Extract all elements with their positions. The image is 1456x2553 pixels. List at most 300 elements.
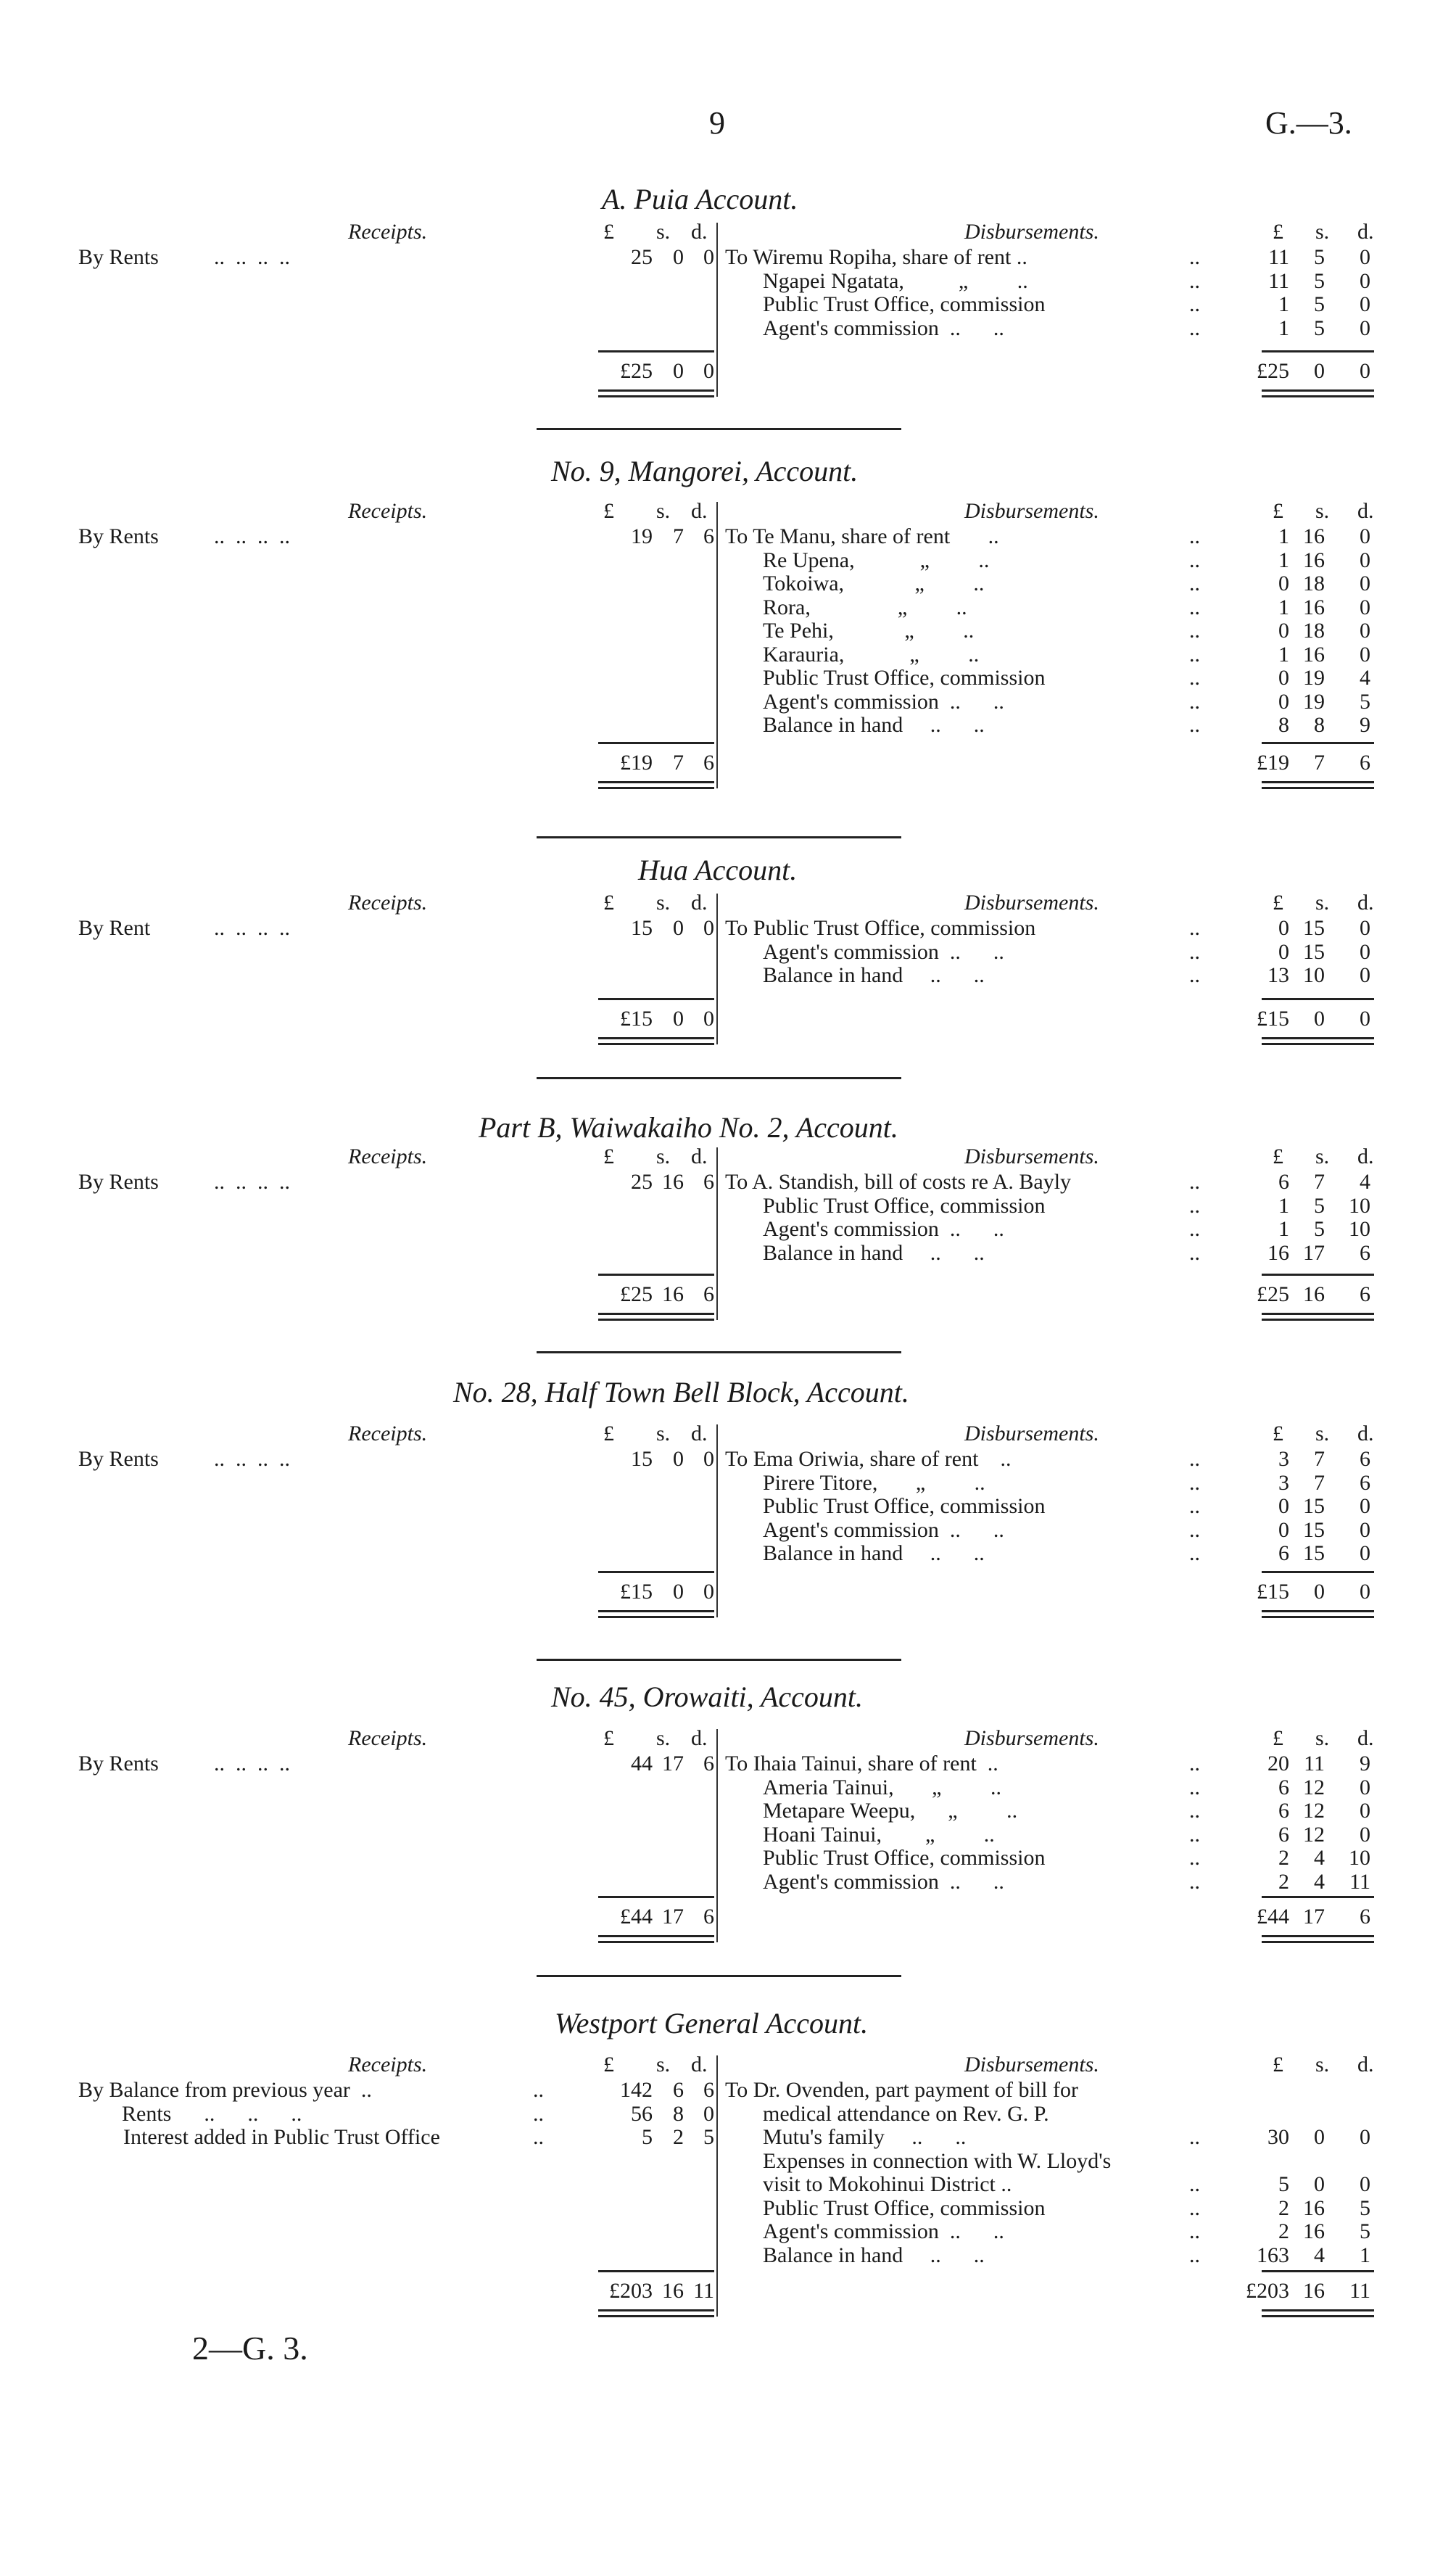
series-code: G.—3.: [1265, 105, 1352, 141]
disbursement-pounds: 5: [1278, 2172, 1289, 2196]
receipts-total-pence: 0: [703, 1007, 714, 1031]
disbursement-pence: 0: [1360, 619, 1370, 643]
section-divider-rule: [537, 428, 901, 430]
receipts-subtotal-rule: [598, 2270, 714, 2272]
receipts-total-pence: 11: [693, 2279, 714, 2303]
pound-header: £: [603, 1726, 614, 1750]
disbursement-entry-text: Re Upena, „ ..: [763, 548, 990, 572]
disbursement-shillings: 12: [1303, 1822, 1325, 1847]
footer-signature: 2—G. 3.: [192, 2330, 308, 2367]
account-title: No. 45, Orowaiti, Account.: [551, 1680, 863, 1713]
disbursements-total-shillings: 0: [1314, 359, 1325, 383]
disbursement-entry-text: Agent's commission .. ..: [763, 1517, 1004, 1542]
disbursement-entry-text: Metapare Weepu, „ ..: [763, 1799, 1018, 1823]
disbursement-pence: 0: [1360, 1822, 1370, 1847]
shilling-header: s.: [1315, 499, 1330, 523]
disbursement-leader: ..: [1189, 1470, 1200, 1495]
disbursement-leader: ..: [1189, 245, 1200, 269]
account-title: Hua Account.: [638, 854, 798, 886]
disbursement-pence: 0: [1360, 2125, 1370, 2149]
disbursement-pounds: 6: [1278, 1775, 1289, 1799]
receipt-leader: .. .. .. ..: [203, 1752, 290, 1775]
disbursement-leader: ..: [1189, 292, 1200, 316]
disbursement-pounds: 0: [1278, 619, 1289, 643]
disbursements-total-shillings: 16: [1303, 2279, 1325, 2303]
disbursement-pounds: 0: [1278, 572, 1289, 595]
receipts-label: Receipts.: [348, 499, 428, 523]
disbursement-pounds: 8: [1278, 713, 1289, 737]
disbursement-entry-text: Agent's commission .. ..: [763, 1217, 1004, 1241]
disbursements-total-pounds: £25: [1257, 359, 1289, 383]
disbursements-subtotal-rule: [1262, 2270, 1374, 2272]
disbursement-leader: ..: [1189, 2172, 1200, 2196]
disbursement-leader: ..: [1189, 572, 1200, 595]
receipts-total-pence: 0: [703, 359, 714, 383]
disbursement-leader: ..: [1189, 713, 1200, 737]
receipts-total-double-rule: [598, 1037, 714, 1045]
shilling-header: s.: [656, 1144, 671, 1168]
disbursement-pounds: 0: [1278, 689, 1289, 714]
pence-header: d.: [691, 220, 708, 244]
disbursements-total-double-rule: [1262, 389, 1374, 397]
disbursement-pounds: 6: [1278, 1822, 1289, 1847]
receipts-total-pounds: £44: [620, 1905, 653, 1929]
receipt-pence: 6: [703, 2078, 714, 2102]
receipt-shillings: 17: [662, 1752, 684, 1775]
disbursement-shillings: 10: [1303, 963, 1325, 987]
pound-header: £: [1273, 2053, 1283, 2076]
disbursements-total-double-rule: [1262, 781, 1374, 789]
disbursement-shillings: 16: [1303, 595, 1325, 619]
disbursement-shillings: 16: [1303, 2219, 1325, 2243]
receipt-pence: 6: [703, 1752, 714, 1775]
receipt-shillings: 0: [673, 245, 684, 269]
disbursement-pounds: 13: [1267, 963, 1289, 987]
disbursement-leader: ..: [1189, 524, 1200, 548]
disbursements-total-pence: 6: [1360, 751, 1370, 775]
disbursement-pence: 1: [1360, 2243, 1370, 2267]
disbursements-label: Disbursements.: [964, 1144, 1099, 1168]
disbursement-pounds: 1: [1278, 524, 1289, 548]
disbursements-label: Disbursements.: [964, 1422, 1099, 1445]
receipts-total-double-rule: [598, 781, 714, 789]
disbursements-total-pounds: £25: [1257, 1282, 1289, 1306]
disbursement-shillings: 19: [1303, 689, 1325, 714]
receipt-pence: 0: [703, 245, 714, 269]
receipts-total-shillings: 7: [673, 751, 684, 775]
receipt-pounds: 142: [620, 2078, 653, 2102]
disbursements-total-double-rule: [1262, 2309, 1374, 2317]
receipts-total-double-rule: [598, 2309, 714, 2317]
receipts-total-pence: 0: [703, 1580, 714, 1604]
disbursement-shillings: 5: [1314, 292, 1325, 316]
disbursement-entry-text: Public Trust Office, commission: [763, 666, 1046, 690]
disbursement-leader: ..: [1189, 1869, 1200, 1894]
disbursement-pence: 0: [1360, 572, 1370, 595]
disbursement-pence: 10: [1349, 1217, 1370, 1241]
disbursements-subtotal-rule: [1262, 998, 1374, 1000]
disbursement-leader: ..: [1189, 2219, 1200, 2243]
disbursements-total-pounds: £19: [1257, 751, 1289, 775]
pence-header: d.: [1357, 1726, 1374, 1750]
disbursement-pence: 5: [1360, 689, 1370, 714]
disbursement-entry-text: Balance in hand .. ..: [763, 2243, 985, 2267]
receipt-shillings: 16: [662, 1170, 684, 1194]
pound-header: £: [603, 891, 614, 915]
disbursement-leader: ..: [1189, 689, 1200, 714]
disbursement-pounds: 11: [1268, 245, 1289, 269]
disbursement-shillings: 15: [1303, 939, 1325, 964]
column-separator: [716, 894, 718, 1044]
disbursement-leader: ..: [1189, 548, 1200, 572]
disbursements-total-double-rule: [1262, 1610, 1374, 1618]
disbursement-leader: ..: [1189, 1775, 1200, 1799]
disbursement-pence: 11: [1349, 1869, 1370, 1894]
disbursements-total-pence: 0: [1360, 359, 1370, 383]
receipt-pence: 0: [703, 2101, 714, 2126]
pence-header: d.: [691, 891, 708, 915]
disbursement-shillings: 5: [1314, 245, 1325, 269]
disbursements-label: Disbursements.: [964, 891, 1099, 915]
disbursement-shillings: 5: [1314, 1193, 1325, 1218]
disbursements-total-double-rule: [1262, 1935, 1374, 1943]
shilling-header: s.: [1315, 1422, 1330, 1445]
disbursement-shillings: 8: [1314, 713, 1325, 737]
receipt-entry-text: Rents .. .. ..: [122, 2101, 302, 2126]
disbursement-entry-text: To Dr. Ovenden, part payment of bill for: [725, 2078, 1078, 2102]
disbursement-entry-text: Tokoiwa, „ ..: [763, 572, 985, 595]
disbursement-pence: 0: [1360, 595, 1370, 619]
disbursements-subtotal-rule: [1262, 1274, 1374, 1276]
disbursement-pence: 0: [1360, 292, 1370, 316]
disbursement-pounds: 6: [1278, 1541, 1289, 1565]
disbursement-pence: 0: [1360, 2172, 1370, 2196]
disbursement-pounds: 6: [1278, 1799, 1289, 1823]
disbursements-label: Disbursements.: [964, 220, 1099, 244]
receipts-label: Receipts.: [348, 220, 428, 244]
receipt-entry-text: By Rents: [78, 245, 159, 269]
disbursement-entry-text: To Wiremu Ropiha, share of rent ..: [725, 245, 1027, 269]
disbursement-shillings: 15: [1303, 1517, 1325, 1542]
section-divider-rule: [537, 1351, 901, 1353]
receipts-total-shillings: 0: [673, 1580, 684, 1604]
disbursement-pounds: 30: [1267, 2125, 1289, 2149]
receipts-total-pence: 6: [703, 1282, 714, 1306]
disbursement-pounds: 11: [1268, 268, 1289, 293]
disbursements-total-pounds: £44: [1257, 1905, 1289, 1929]
receipt-shillings: 2: [673, 2125, 684, 2149]
disbursement-pounds: 2: [1278, 2219, 1289, 2243]
disbursement-shillings: 12: [1303, 1799, 1325, 1823]
receipt-entry-text: By Rents: [78, 1752, 159, 1775]
disbursement-shillings: 5: [1314, 268, 1325, 293]
receipts-subtotal-rule: [598, 1571, 714, 1573]
disbursement-shillings: 7: [1314, 1447, 1325, 1471]
disbursement-entry-text: Public Trust Office, commission: [763, 1494, 1046, 1518]
disbursements-subtotal-rule: [1262, 742, 1374, 744]
disbursements-total-shillings: 7: [1314, 751, 1325, 775]
receipts-subtotal-rule: [598, 742, 714, 744]
disbursement-leader: ..: [1189, 642, 1200, 667]
disbursements-total-pence: 6: [1360, 1905, 1370, 1929]
disbursement-pounds: 3: [1278, 1470, 1289, 1495]
account-title: A. Puia Account.: [602, 183, 798, 215]
disbursement-pence: 9: [1360, 713, 1370, 737]
pound-header: £: [1273, 1422, 1283, 1445]
disbursement-shillings: 15: [1303, 1541, 1325, 1565]
disbursements-total-double-rule: [1262, 1037, 1374, 1045]
disbursements-total-pence: 0: [1360, 1580, 1370, 1604]
receipt-shillings: 0: [673, 916, 684, 940]
disbursement-pence: 10: [1349, 1846, 1370, 1870]
disbursement-entry-text: Public Trust Office, commission: [763, 1846, 1046, 1870]
section-divider-rule: [537, 1975, 901, 1977]
disbursement-pounds: 1: [1278, 595, 1289, 619]
account-title: No. 9, Mangorei, Account.: [551, 455, 859, 487]
disbursement-shillings: 18: [1303, 572, 1325, 595]
disbursements-total-pence: 11: [1349, 2279, 1370, 2303]
receipts-total-pounds: £19: [620, 751, 653, 775]
disbursement-pence: 0: [1360, 642, 1370, 667]
receipt-leader: ..: [533, 2101, 544, 2126]
disbursement-leader: ..: [1189, 1494, 1200, 1518]
receipts-subtotal-rule: [598, 1896, 714, 1898]
disbursement-pounds: 16: [1267, 1240, 1289, 1265]
disbursement-leader: ..: [1189, 1846, 1200, 1870]
receipts-total-double-rule: [598, 1935, 714, 1943]
pence-header: d.: [691, 1422, 708, 1445]
disbursement-shillings: 15: [1303, 916, 1325, 940]
disbursement-shillings: 4: [1314, 1869, 1325, 1894]
receipt-leader: .. .. .. ..: [203, 1447, 290, 1471]
receipts-total-pence: 6: [703, 1905, 714, 1929]
disbursement-pence: 0: [1360, 245, 1370, 269]
disbursement-pounds: 163: [1257, 2243, 1289, 2267]
pence-header: d.: [1357, 891, 1374, 915]
receipt-pounds: 44: [631, 1752, 653, 1775]
receipt-shillings: 0: [673, 1447, 684, 1471]
disbursement-entry-text: visit to Mokohinui District ..: [763, 2172, 1012, 2196]
disbursement-entry-text: Balance in hand .. ..: [763, 963, 985, 987]
disbursement-pence: 0: [1360, 315, 1370, 340]
disbursement-pounds: 0: [1278, 666, 1289, 690]
disbursement-entry-text: Mutu's family .. ..: [763, 2125, 967, 2149]
disbursement-pounds: 0: [1278, 1494, 1289, 1518]
shilling-header: s.: [656, 1422, 671, 1445]
pound-header: £: [1273, 499, 1283, 523]
receipts-total-double-rule: [598, 1610, 714, 1618]
receipts-total-shillings: 16: [662, 1282, 684, 1306]
receipt-pence: 6: [703, 524, 714, 548]
disbursements-subtotal-rule: [1262, 1896, 1374, 1898]
disbursement-shillings: 4: [1314, 2243, 1325, 2267]
disbursement-entry-text: To Ema Oriwia, share of rent ..: [725, 1447, 1012, 1471]
receipt-leader: .. .. .. ..: [203, 245, 290, 269]
shilling-header: s.: [1315, 891, 1330, 915]
shilling-header: s.: [656, 891, 671, 915]
disbursement-entry-text: medical attendance on Rev. G. P.: [763, 2101, 1049, 2126]
receipt-pence: 0: [703, 916, 714, 940]
disbursement-entry-text: To Ihaia Tainui, share of rent ..: [725, 1752, 998, 1775]
receipts-total-pounds: £25: [620, 1282, 653, 1306]
receipts-total-pounds: £25: [620, 359, 653, 383]
disbursement-pounds: 1: [1278, 1217, 1289, 1241]
receipt-pence: 6: [703, 1170, 714, 1194]
receipts-total-shillings: 0: [673, 359, 684, 383]
pence-header: d.: [691, 1726, 708, 1750]
disbursement-leader: ..: [1189, 2243, 1200, 2267]
disbursements-total-pounds: £15: [1257, 1580, 1289, 1604]
disbursement-pence: 0: [1360, 524, 1370, 548]
disbursement-entry-text: Hoani Tainui, „ ..: [763, 1822, 995, 1847]
receipt-pence: 0: [703, 1447, 714, 1471]
disbursements-label: Disbursements.: [964, 499, 1099, 523]
disbursement-pence: 5: [1360, 2195, 1370, 2220]
account-title: No. 28, Half Town Bell Block, Account.: [453, 1376, 909, 1409]
receipt-shillings: 6: [673, 2078, 684, 2102]
disbursement-shillings: 16: [1303, 2195, 1325, 2220]
disbursement-leader: ..: [1189, 1799, 1200, 1823]
column-separator: [716, 2055, 718, 2317]
pence-header: d.: [691, 2053, 708, 2076]
disbursement-entry-text: Expenses in connection with W. Lloyd's: [763, 2148, 1112, 2173]
receipt-pounds: 5: [642, 2125, 653, 2149]
disbursement-shillings: 16: [1303, 642, 1325, 667]
disbursement-leader: ..: [1189, 2125, 1200, 2149]
disbursement-pence: 0: [1360, 548, 1370, 572]
pound-header: £: [603, 220, 614, 244]
disbursement-entry-text: Balance in hand .. ..: [763, 1240, 985, 1265]
receipts-total-shillings: 17: [662, 1905, 684, 1929]
receipts-total-double-rule: [598, 1313, 714, 1321]
disbursements-total-shillings: 0: [1314, 1580, 1325, 1604]
disbursement-pounds: 2: [1278, 1846, 1289, 1870]
receipt-leader: ..: [533, 2078, 544, 2102]
disbursements-total-pence: 0: [1360, 1007, 1370, 1031]
receipt-pence: 5: [703, 2125, 714, 2149]
disbursement-shillings: 7: [1314, 1470, 1325, 1495]
receipts-total-pence: 6: [703, 751, 714, 775]
disbursement-leader: ..: [1189, 1217, 1200, 1241]
section-divider-rule: [537, 836, 901, 838]
disbursement-entry-text: Balance in hand .. ..: [763, 1541, 985, 1565]
disbursement-entry-text: Public Trust Office, commission: [763, 292, 1046, 316]
column-separator: [716, 502, 718, 788]
disbursement-shillings: 7: [1314, 1170, 1325, 1194]
disbursement-entry-text: Public Trust Office, commission: [763, 1193, 1046, 1218]
pence-header: d.: [1357, 2053, 1374, 2076]
disbursement-shillings: 4: [1314, 1846, 1325, 1870]
account-title: Part B, Waiwakaiho No. 2, Account.: [479, 1111, 898, 1144]
disbursement-leader: ..: [1189, 666, 1200, 690]
disbursement-entry-text: Ameria Tainui, „ ..: [763, 1775, 1001, 1799]
disbursement-pence: 0: [1360, 1775, 1370, 1799]
pound-header: £: [1273, 1144, 1283, 1168]
receipt-entry-text: By Rents: [78, 524, 159, 548]
disbursement-leader: ..: [1189, 1752, 1200, 1775]
shilling-header: s.: [1315, 2053, 1330, 2076]
disbursement-shillings: 18: [1303, 619, 1325, 643]
shilling-header: s.: [1315, 1144, 1330, 1168]
disbursement-entry-text: To A. Standish, bill of costs re A. Bayly: [725, 1170, 1072, 1194]
disbursement-leader: ..: [1189, 595, 1200, 619]
disbursement-leader: ..: [1189, 1447, 1200, 1471]
receipt-leader: ..: [533, 2125, 544, 2149]
receipts-total-pounds: £15: [620, 1580, 653, 1604]
disbursement-pence: 0: [1360, 963, 1370, 987]
disbursement-shillings: 0: [1314, 2172, 1325, 2196]
shilling-header: s.: [656, 499, 671, 523]
pence-header: d.: [1357, 1422, 1374, 1445]
receipt-entry-text: By Rents: [78, 1447, 159, 1471]
receipts-subtotal-rule: [598, 350, 714, 352]
pound-header: £: [603, 499, 614, 523]
disbursement-leader: ..: [1189, 916, 1200, 940]
pence-header: d.: [1357, 499, 1374, 523]
disbursements-label: Disbursements.: [964, 1726, 1099, 1750]
disbursement-pence: 5: [1360, 2219, 1370, 2243]
disbursement-pence: 4: [1360, 1170, 1370, 1194]
pound-header: £: [1273, 1726, 1283, 1750]
column-separator: [716, 1729, 718, 1942]
disbursements-subtotal-rule: [1262, 1571, 1374, 1573]
shilling-header: s.: [656, 220, 671, 244]
pound-header: £: [603, 1422, 614, 1445]
receipts-total-pounds: £203: [609, 2279, 653, 2303]
disbursement-entry-text: Agent's commission .. ..: [763, 939, 1004, 964]
disbursement-leader: ..: [1189, 1240, 1200, 1265]
disbursement-entry-text: Agent's commission .. ..: [763, 2219, 1004, 2243]
disbursement-pence: 0: [1360, 1541, 1370, 1565]
receipts-subtotal-rule: [598, 1274, 714, 1276]
shilling-header: s.: [1315, 220, 1330, 244]
disbursement-shillings: 5: [1314, 315, 1325, 340]
disbursement-pounds: 3: [1278, 1447, 1289, 1471]
disbursement-pounds: 2: [1278, 1869, 1289, 1894]
receipts-label: Receipts.: [348, 891, 428, 915]
disbursements-total-shillings: 17: [1303, 1905, 1325, 1929]
disbursements-total-double-rule: [1262, 1313, 1374, 1321]
disbursement-entry-text: Rora, „ ..: [763, 595, 967, 619]
disbursement-leader: ..: [1189, 1170, 1200, 1194]
pence-header: d.: [691, 1144, 708, 1168]
disbursement-leader: ..: [1189, 1193, 1200, 1218]
receipts-label: Receipts.: [348, 1422, 428, 1445]
disbursement-leader: ..: [1189, 939, 1200, 964]
receipts-total-shillings: 0: [673, 1007, 684, 1031]
disbursement-entry-text: Ngapei Ngatata, „ ..: [763, 268, 1028, 293]
disbursement-pence: 6: [1360, 1240, 1370, 1265]
pound-header: £: [603, 2053, 614, 2076]
disbursement-entry-text: Karauria, „ ..: [763, 642, 980, 667]
disbursement-leader: ..: [1189, 268, 1200, 293]
receipt-pounds: 19: [631, 524, 653, 548]
disbursement-entry-text: Agent's commission .. ..: [763, 689, 1004, 714]
disbursement-pence: 0: [1360, 939, 1370, 964]
disbursement-pence: 0: [1360, 916, 1370, 940]
receipt-shillings: 7: [673, 524, 684, 548]
disbursement-shillings: 0: [1314, 2125, 1325, 2149]
receipts-label: Receipts.: [348, 2053, 428, 2076]
disbursement-leader: ..: [1189, 1517, 1200, 1542]
receipts-total-double-rule: [598, 389, 714, 397]
disbursement-entry-text: Te Pehi, „ ..: [763, 619, 975, 643]
shilling-header: s.: [656, 2053, 671, 2076]
receipt-entry-text: By Rents: [78, 1170, 159, 1194]
disbursement-leader: ..: [1189, 2195, 1200, 2220]
receipt-shillings: 8: [673, 2101, 684, 2126]
pound-header: £: [1273, 220, 1283, 244]
